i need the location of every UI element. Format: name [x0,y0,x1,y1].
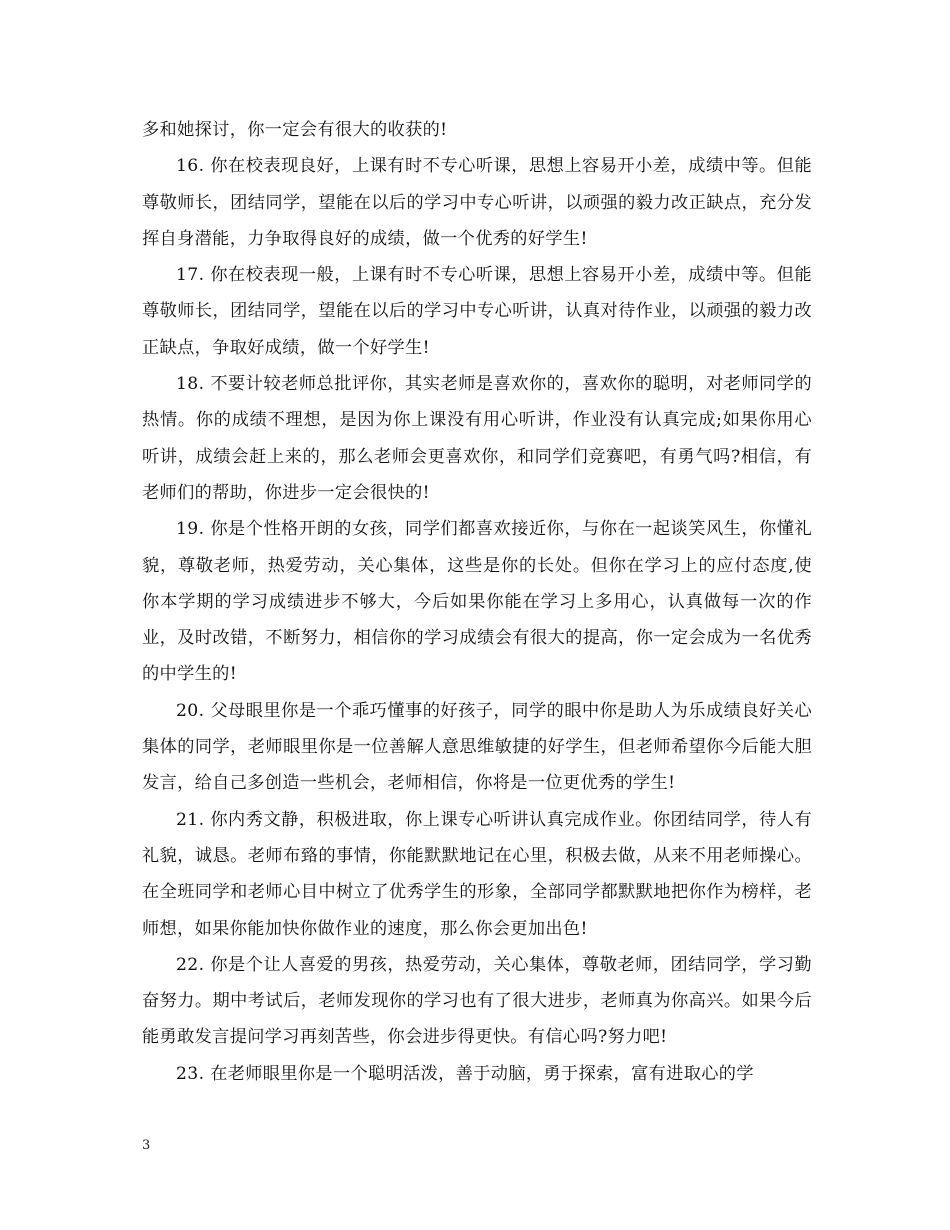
paragraph-22: 22. 你是个让人喜爱的男孩，热爱劳动，关心集体，尊敬老师，团结同学，学习勤奋努力。期中考试后，老师发现你的学习也有了很大进步，老师真为你高兴。如果今后能勇敢发言提问学习再刻苦些，你会进步得更快。有信心吗?努力吧! [142,954,812,1048]
paragraph-23: 23. 在老师眼里你是一个聪明活泼，善于动脑，勇于探索，富有进取心的学 [176,1063,754,1084]
paragraph-21: 21. 你内秀文静，积极进取，你上课专心听讲认真完成作业。你团结同学，待人有礼貌，诚恳。老师布臵的事情，你能默默地记在心里，积极去做，从来不用老师操心。在全班同学和老师心目中树立了优秀学生的形象，全部同学都默默地把你作为榜样，老师想，如果你能加快你做作业的速度，那么你会更加出色! [142,809,812,939]
paragraph-continuation: 多和她探讨，你一定会有很大的收获的! [142,120,448,140]
page-number: 3 [142,1138,151,1153]
paragraph-19: 19. 你是个性格开朗的女孩，同学们都喜欢接近你，与你在一起谈笑风生，你懂礼貌，尊敬老师，热爱劳动，关心集体，这些是你的长处。但你在学习上的应付态度,使你本学期的学习成绩进步不够大，今后如果你能在学习上多用心，认真做每一次的作业，及时改错，不断努力，相信你的学习成绩会有很大的提高，你一定会成为一名优秀的中学生的! [142,519,812,685]
paragraph-18: 18. 不要计较老师总批评你，其实老师是喜欢你的，喜欢你的聪明，对老师同学的热情。你的成绩不理想，是因为你上课没有用心听讲，作业没有认真完成;如果你用心听讲，成绩会赶上来的，那么老师会更喜欢你，和同学们竞赛吧，有勇气吗?相信，有老师们的帮助，你进步一定会很快的! [142,374,812,503]
paragraph-17: 17. 你在校表现一般，上课有时不专心听课，思想上容易开小差，成绩中等。但能尊敬师长，团结同学，望能在以后的学习中专心听讲，认真对待作业，以顽强的毅力改正缺点，争取好成绩，做一个好学生! [142,265,812,358]
document-body [142,112,812,1092]
paragraph-16: 16. 你在校表现良好，上课有时不专心听课，思想上容易开小差，成绩中等。但能尊敬师长，团结同学，望能在以后的学习中专心听讲，以顽强的毅力改正缺点，充分发挥自身潜能，力争取得良好的成绩，做一个优秀的好学生! [142,156,812,249]
paragraph-20: 20. 父母眼里你是一个乖巧懂事的好孩子，同学的眼中你是助人为乐成绩良好关心集体的同学，老师眼里你是一位善解人意思维敏捷的好学生，但老师希望你今后能大胆发言，给自己多创造一些机会，老师相信，你将是一位更优秀的学生! [142,700,812,794]
